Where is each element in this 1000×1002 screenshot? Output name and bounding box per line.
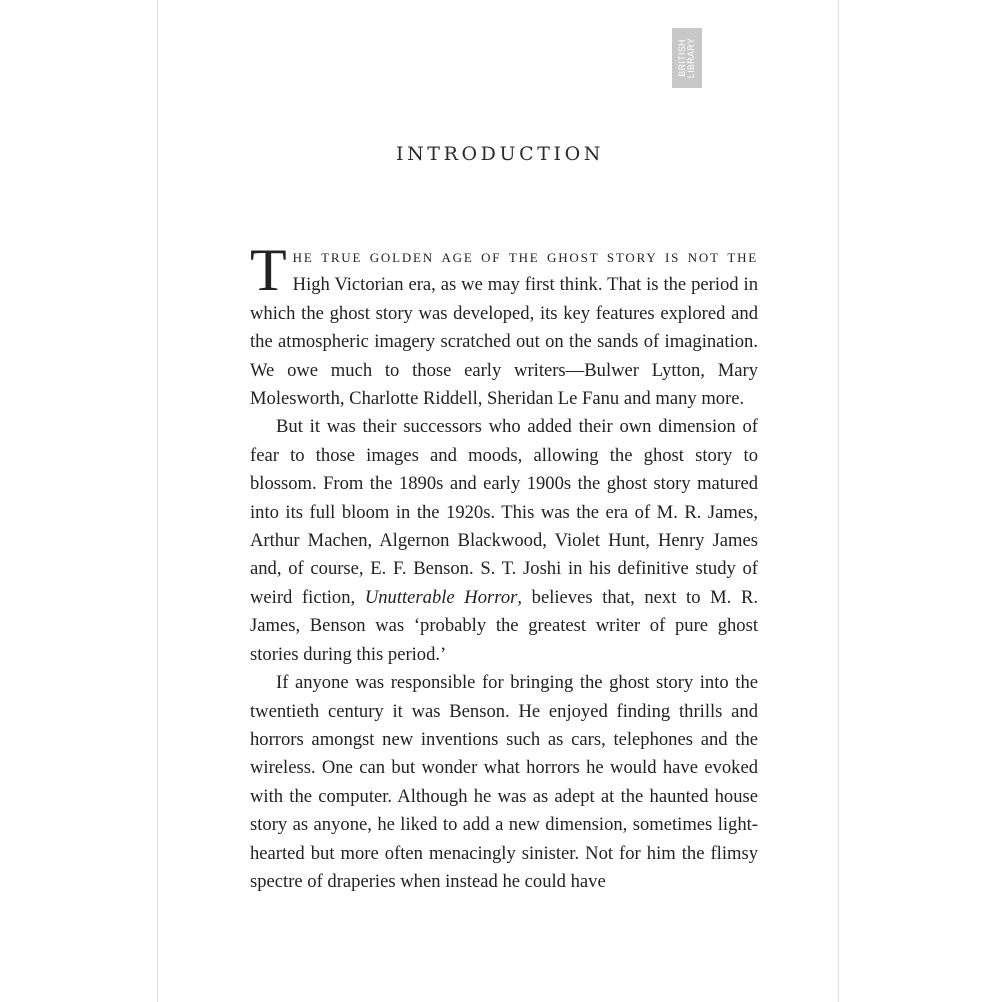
paragraph-1 [250, 237, 758, 413]
body-text [250, 237, 759, 896]
paragraph-2-text-b: , believes that, next to M. R. James, Benson was ‘probably the greatest writer of pure ghost stories during this period.’ [250, 586, 759, 665]
paragraph-2-text-a: But it was their successors who added their own dimension of fear to those images and moods, allowing the ghost story to blossom. From the 1890s and early 1900s the ghost story matured into its full bloom in the 1920s. This was the era of M. R. James, Arthur Machen, Algernon Blackwood, Violet Hunt, Henry James and, of course, E. F. Benson. S. T. Joshi in his definitive study of weird fiction, [250, 416, 758, 608]
paragraph-1-text: High Victorian era, as we may first think. That is the period in which the ghost story was developed, its key features explored and the atmospheric imagery scratched out on the sands of imagination. We owe much to those early writers—Bulwer Lytton, Mary Molesworth, Charlotte Riddell, Sheridan Le Fanu and many more. [250, 274, 758, 410]
logo-line-2: LIBRARY [686, 37, 696, 79]
drop-cap: T [250, 237, 287, 303]
book-title-italic: Unutterable Horror [364, 586, 518, 608]
logo-text [678, 38, 696, 78]
paragraph-2 [250, 413, 758, 669]
small-caps-lead: he true golden age of the ghost story is not the [292, 246, 758, 267]
logo-line-1: BRITISH [677, 39, 687, 77]
paragraph-3 [250, 669, 758, 896]
page-title: INTRODUCTION [395, 143, 605, 165]
british-library-logo [672, 28, 702, 88]
paragraph-3-text: If anyone was responsible for bringing the ghost story into the twentieth century it was Benson. He enjoyed finding thrills and horrors amongst new inventions such as cars, telephones and the wireless. One can but wonder what horrors he would have evoked with the computer. Although he was as adept at the haunted house story as anyone, he liked to add a new dimension, sometimes light-hearted but more often menacingly sinister. Not for him the flimsy spectre of draperies when instead he could have [250, 672, 758, 892]
